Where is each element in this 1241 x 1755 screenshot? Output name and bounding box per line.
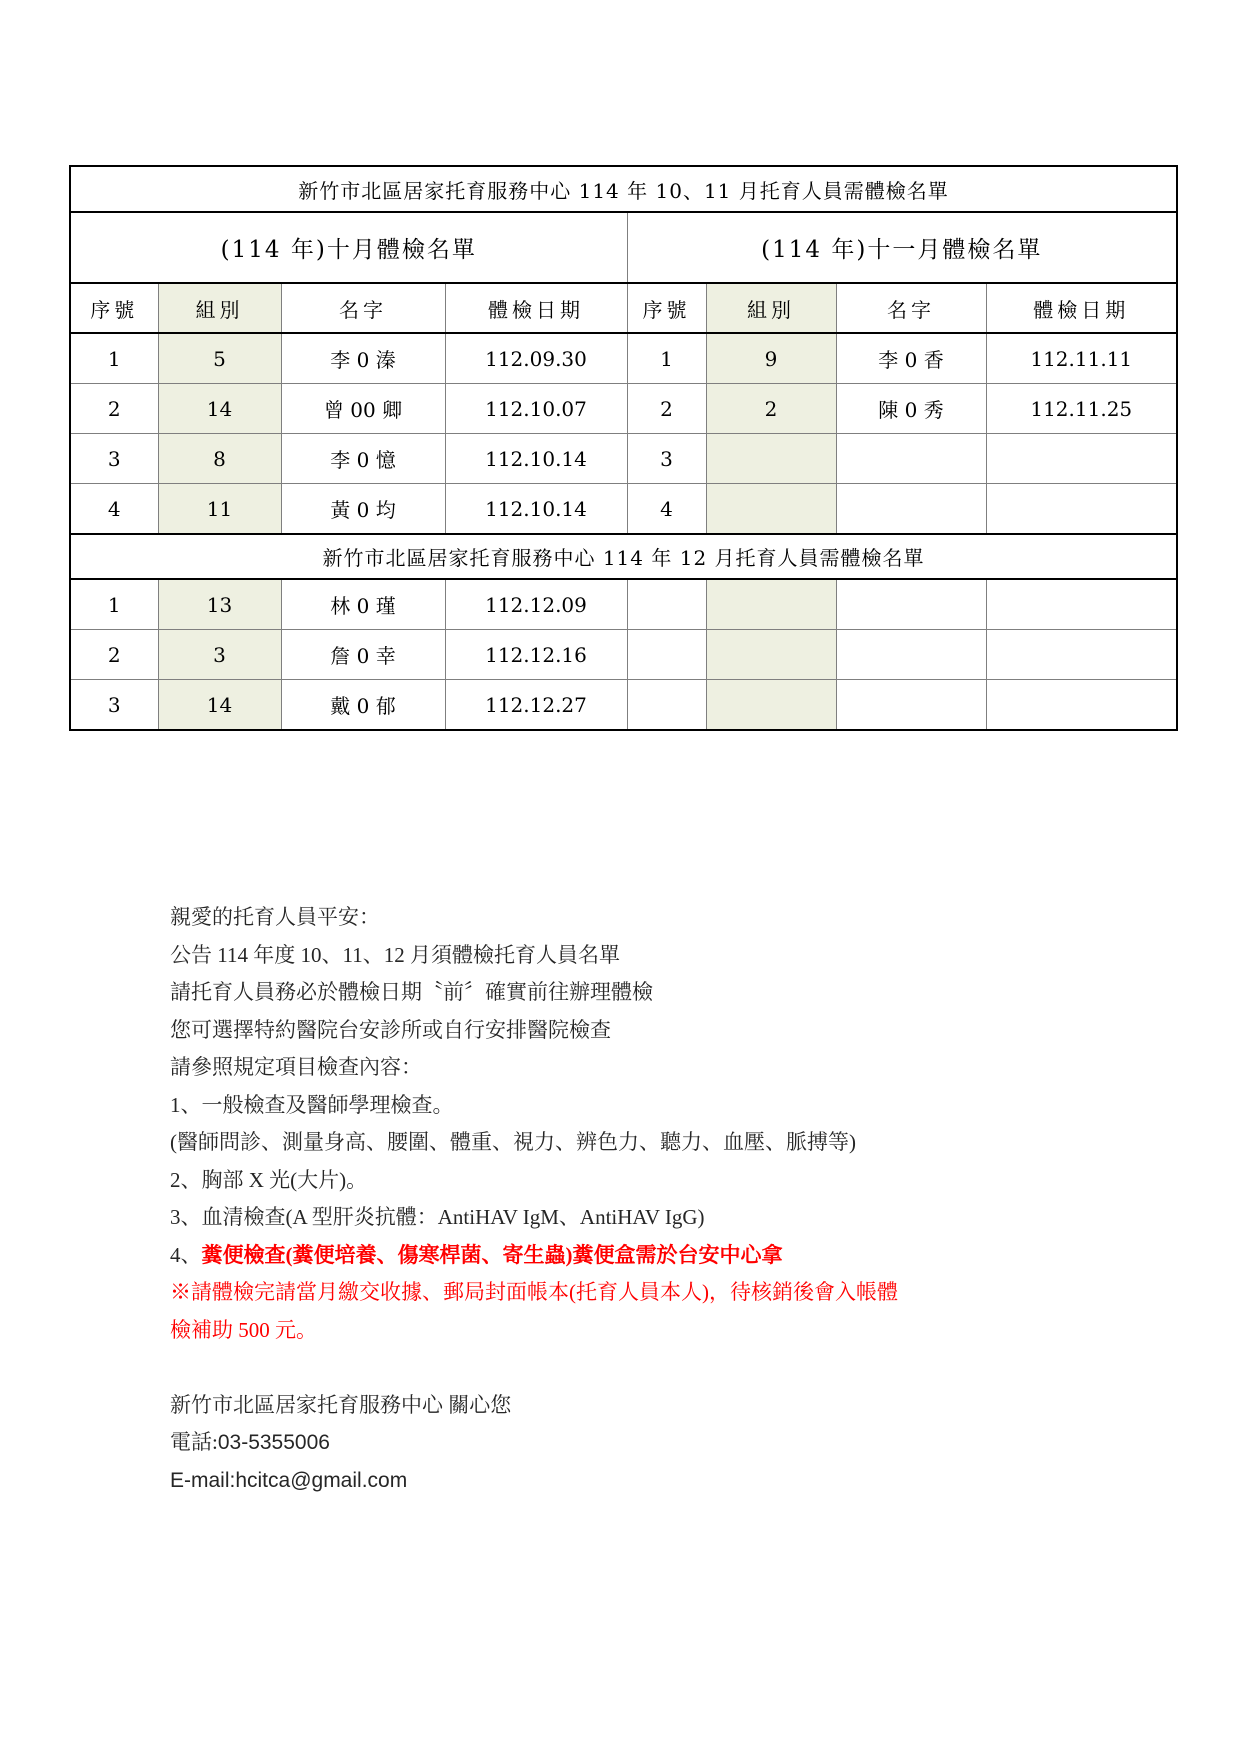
cell-group: 9 <box>706 333 836 384</box>
cell-date: 112.10.14 <box>445 434 627 484</box>
cell-seq: 4 <box>627 484 706 535</box>
cell-name: 黃 0 均 <box>281 484 445 535</box>
cell-seq <box>627 680 706 731</box>
cell-seq: 3 <box>70 680 158 731</box>
table-row <box>70 680 1177 731</box>
cell-seq: 1 <box>627 333 706 384</box>
cell-name <box>836 680 986 731</box>
spacer <box>170 1349 1130 1387</box>
col-header-seq: 序號 <box>627 283 706 333</box>
cell-seq: 2 <box>70 630 158 680</box>
col-header-name: 名字 <box>836 283 986 333</box>
notice-block <box>170 899 1130 1499</box>
col-header-date: 體檢日期 <box>986 283 1177 333</box>
cell-name: 李 0 溱 <box>281 333 445 384</box>
notice-item-4 <box>170 1237 1130 1275</box>
cell-name: 詹 0 幸 <box>281 630 445 680</box>
notice-red-note-line-1: ※請體檢完請當月繳交收據、郵局封面帳本(托育人員本人)，待核銷後會入帳體 <box>170 1280 898 1304</box>
cell-date <box>986 630 1177 680</box>
cell-seq <box>627 630 706 680</box>
col-header-name: 名字 <box>281 283 445 333</box>
cell-group: 14 <box>158 680 281 731</box>
cell-name <box>836 630 986 680</box>
cell-group <box>706 484 836 535</box>
cell-date <box>986 680 1177 731</box>
cell-name <box>836 484 986 535</box>
cell-date: 112.11.11 <box>986 333 1177 384</box>
notice-remind-hospital: 您可選擇特約醫院台安診所或自行安排醫院檢查 <box>170 1017 611 1042</box>
table-row <box>70 384 1177 434</box>
health-check-table <box>69 165 1178 731</box>
cell-seq: 2 <box>627 384 706 434</box>
cell-date: 112.12.27 <box>445 680 627 731</box>
cell-group: 3 <box>158 630 281 680</box>
table-row <box>70 484 1177 535</box>
cell-group: 2 <box>706 384 836 434</box>
notice-remind-before: 請托育人員務必於體檢日期〝前〞確實前往辦理體檢 <box>170 980 653 1004</box>
table-title-dec: 新竹市北區居家托育服務中心 114 年 12 月托育人員需體檢名單 <box>70 534 1177 579</box>
table-title-oct-nov: 新竹市北區居家托育服務中心 114 年 10、11 月托育人員需體檢名單 <box>70 166 1177 212</box>
subheader-row <box>70 212 1177 283</box>
cell-name <box>836 579 986 630</box>
cell-date <box>986 579 1177 630</box>
notice-red-note-line-2: 檢補助 500 元。 <box>170 1317 317 1342</box>
cell-group <box>706 680 836 731</box>
notice-greeting: 親愛的托育人員平安： <box>170 905 380 929</box>
subheader-october: (114 年)十月體檢名單 <box>70 212 627 283</box>
cell-group <box>706 630 836 680</box>
cell-date: 112.09.30 <box>445 333 627 384</box>
phone-label: 電話: <box>170 1430 218 1454</box>
cell-group <box>706 434 836 484</box>
cell-seq: 3 <box>70 434 158 484</box>
col-header-group: 組別 <box>158 283 281 333</box>
cell-group: 8 <box>158 434 281 484</box>
cell-date: 112.10.14 <box>445 484 627 535</box>
notice-remind-items: 請參照規定項目檢查內容： <box>170 1055 422 1079</box>
cell-seq: 2 <box>70 384 158 434</box>
cell-date <box>986 484 1177 535</box>
notice-closing: 新竹市北區居家托育服務中心 關心您 <box>170 1392 512 1417</box>
cell-group <box>706 579 836 630</box>
notice-announce: 公告 114 年度 10、11、12 月須體檢托育人員名單 <box>170 942 620 967</box>
subheader-november: (114 年)十一月體檢名單 <box>627 212 1177 283</box>
cell-seq: 4 <box>70 484 158 535</box>
notice-item-2: 2、胸部 X 光(大片)。 <box>170 1167 368 1192</box>
cell-date: 112.10.07 <box>445 384 627 434</box>
cell-date: 112.11.25 <box>986 384 1177 434</box>
cell-group: 13 <box>158 579 281 630</box>
col-header-seq: 序號 <box>70 283 158 333</box>
cell-seq: 3 <box>627 434 706 484</box>
phone-number: 03-5355006 <box>217 1431 330 1454</box>
notice-email: E-mail:hcitca@gmail.com <box>170 1468 408 1492</box>
cell-date: 112.12.09 <box>445 579 627 630</box>
cell-name: 李 0 香 <box>836 333 986 384</box>
cell-date <box>986 434 1177 484</box>
cell-seq <box>627 579 706 630</box>
table-row <box>70 434 1177 484</box>
notice-item-4-red-text: 糞便檢查(糞便培養、傷寒桿菌、寄生蟲)糞便盒需於台安中心拿 <box>201 1242 783 1267</box>
cell-group: 5 <box>158 333 281 384</box>
notice-phone <box>170 1424 1130 1462</box>
cell-name: 林 0 瑾 <box>281 579 445 630</box>
table-row <box>70 333 1177 384</box>
col-header-group: 組別 <box>706 283 836 333</box>
table-row <box>70 630 1177 680</box>
notice-item-1-detail: (醫師問診、測量身高、腰圍、體重、視力、辨色力、聽力、血壓、脈搏等) <box>170 1130 856 1154</box>
notice-item-3: 3、血清檢查(A 型肝炎抗體：AntiHAV IgM、AntiHAV IgG) <box>170 1205 705 1229</box>
cell-seq: 1 <box>70 579 158 630</box>
notice-item-1: 1、一般檢查及醫師學理檢查。 <box>170 1092 454 1117</box>
cell-seq: 1 <box>70 333 158 384</box>
table-title-row-december <box>70 534 1177 579</box>
cell-name: 陳 0 秀 <box>836 384 986 434</box>
cell-group: 14 <box>158 384 281 434</box>
cell-name: 李 0 憶 <box>281 434 445 484</box>
col-header-date: 體檢日期 <box>445 283 627 333</box>
cell-name: 曾 00 卿 <box>281 384 445 434</box>
table-row <box>70 579 1177 630</box>
cell-name: 戴 0 郁 <box>281 680 445 731</box>
column-header-row <box>70 283 1177 333</box>
notice-item-4-number: 4、 <box>170 1242 202 1267</box>
table-title-row <box>70 166 1177 212</box>
cell-name <box>836 434 986 484</box>
cell-group: 11 <box>158 484 281 535</box>
cell-date: 112.12.16 <box>445 630 627 680</box>
